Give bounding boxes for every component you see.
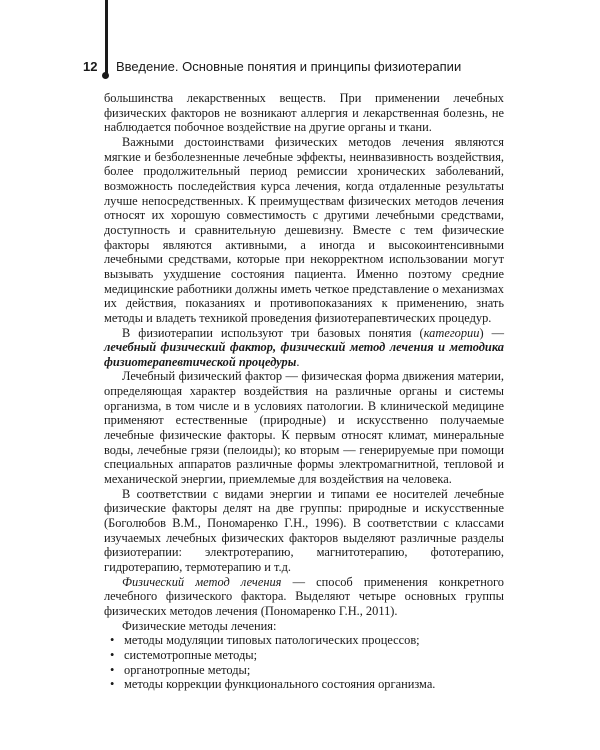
paragraph-5: В соответствии с видами энергии и типами ее носителей лечебные физические факторы делят на две группы: природные и искусственные (Боголюбов В.М., Пономаренко Г.Н., 1996). В соответствии с классами изучаемых лечебных физических факторов выделяют различные разделы физиотерапии: электротерапию, магнитотерапию, фототерапию, гидротерапию, термотерапию и т.д. (104, 486, 504, 574)
list-item: • органотропные методы; (104, 663, 504, 678)
paragraph-6-rest: — способ применения конкретного лечебного физического фактора. Выделяют четыре основных группы физических методов лечения (Пономаренко Г.Н., 2011). (104, 574, 504, 618)
methods-list (104, 633, 504, 692)
basic-concepts: лечебный физический фактор, физический метод лечения и методика физиотерапевтической процедуры (104, 340, 504, 369)
list-item: • методы модуляции типовых патологических процессов; (104, 633, 504, 648)
header-rule (105, 0, 108, 74)
paragraph-4: Лечебный физический фактор — физическая форма движения материи, определяющая характер воздействия на различные органы и системы организма, в том числе и в условиях патологии. В клинической медицине применяют естественные (природные) и искусственно получаемые лечебные физические факторы. К первым относят климат, минеральные воды, лечебные грязи (пелоиды); ко вторым — генерируемые при помощи специальных аппаратов различные формы электромагнитной, тепловой и механической энергии, приемлемые для воздействия на человека. (104, 369, 504, 487)
list-item: • системотропные методы; (104, 648, 504, 663)
paragraph-3 (104, 326, 504, 370)
paragraph-3-end: . (296, 354, 300, 369)
physical-method-term: Физический метод лечения (122, 574, 282, 589)
paragraph-7: Физические методы лечения: (122, 618, 277, 633)
categories-term: категории (423, 325, 480, 340)
paragraph-2: Важными достоинствами физических методов лечения являются мягкие и безболезненные лечебные эффекты, неинвазивность воздействия, более продолжительный период ремиссии хронических заболеваний, возможность последействия курса лечения, когда отдаленные результаты лучше непосредственных. К преимуществам физических методов лечения относят их хорошую совместимость с другими лечебными средствами, доступность и сравнительную дешевизну. Вместе с тем физические факторы являются активными, а иногда и высокоинтенсивными лечебными средствами, которые при некорректном использовании могут вызывать ухудшение состояния пациента. Именно поэтому средние медицинские работники должны иметь четкое представление о механизмах их действия, показаниях и противопоказаниях к применению, знать методы и владеть техникой проведения физиотерапевтических процедур. (104, 134, 504, 325)
paragraph-3-start: В физиотерапии используют три базовых понятия ( (122, 325, 424, 340)
page-number: 12 (83, 59, 98, 74)
header-dot (102, 72, 109, 79)
paragraph-3-dash: ) — (479, 325, 505, 340)
page-body (104, 91, 504, 692)
paragraph-6 (104, 575, 504, 619)
paragraph-1: большинства лекарственных веществ. При применении лечебных физических факторов не возникают аллергия и лекарственная болезнь, не наблюдается побочное воздействие на другие органы и ткани. (104, 91, 504, 135)
running-title: Введение. Основные понятия и принципы физиотерапии (116, 59, 462, 74)
list-item: • методы коррекции функционального состояния организма. (104, 677, 504, 692)
